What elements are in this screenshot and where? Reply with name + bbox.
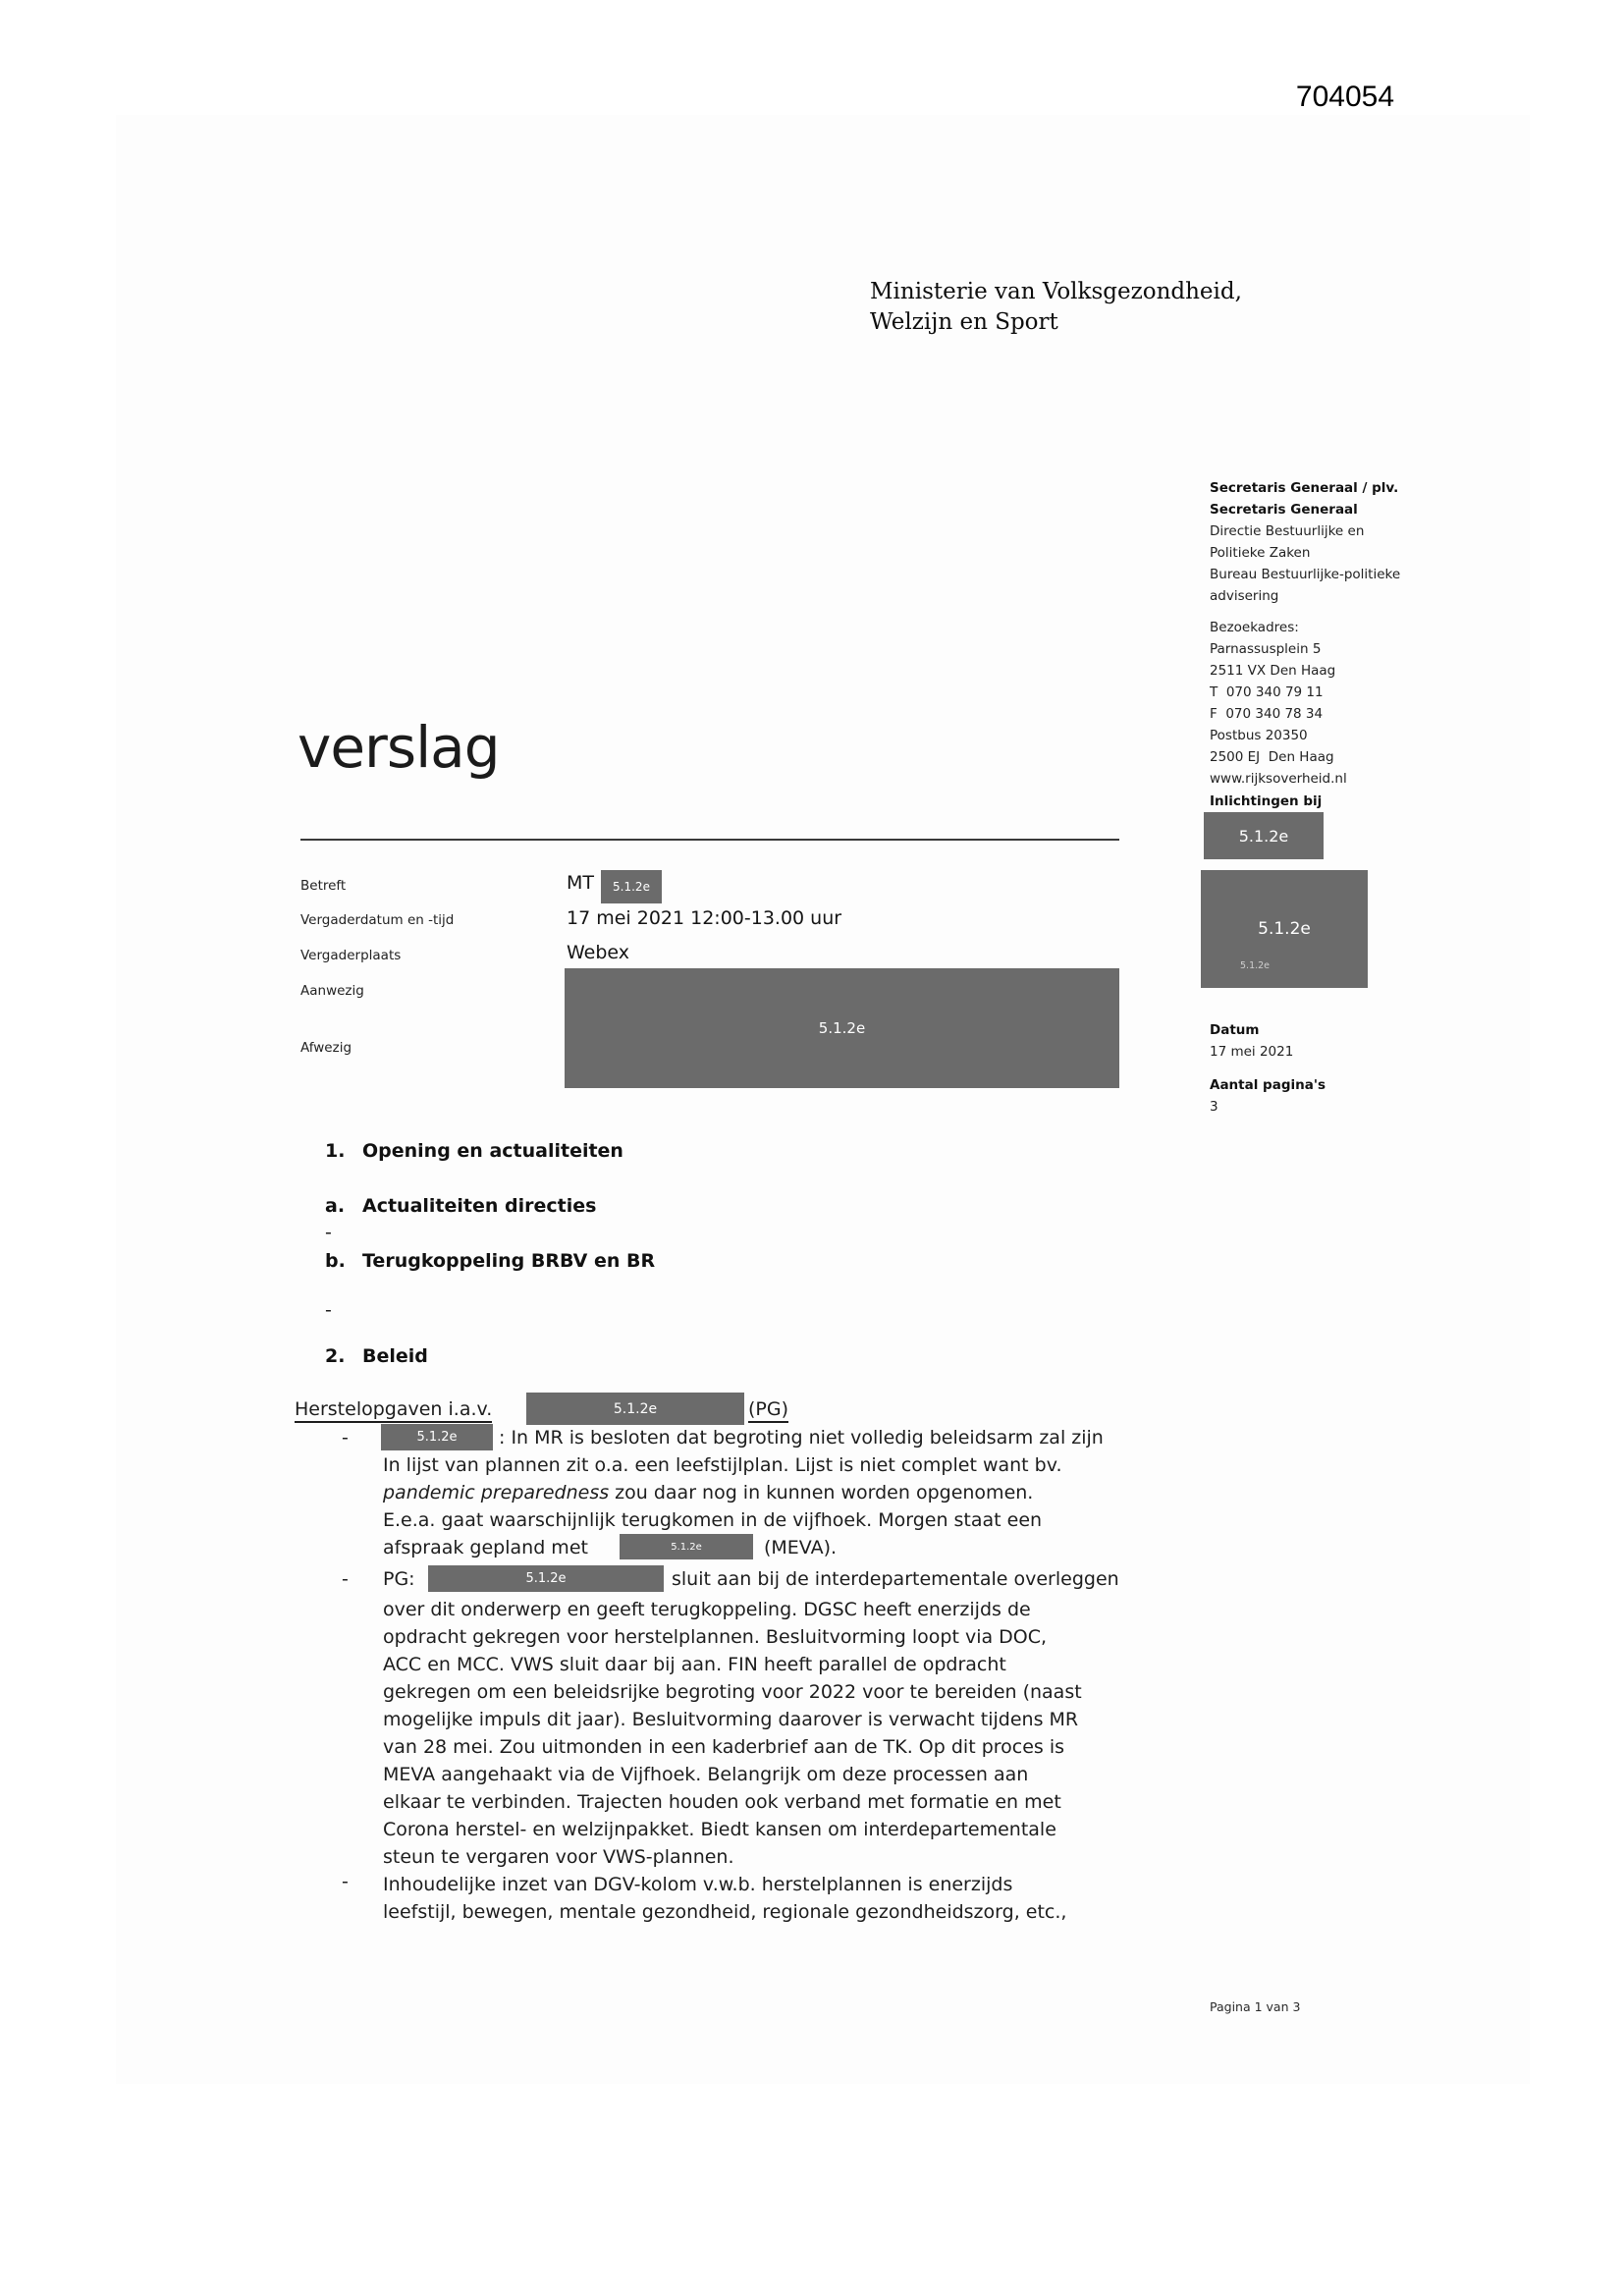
text-line: advisering xyxy=(1210,588,1279,604)
meta-label-datum: Vergaderdatum en -tijd xyxy=(300,912,455,928)
redaction-box-betreft xyxy=(601,870,662,903)
redaction-code: 5.1.2e xyxy=(525,1571,567,1586)
text-line: elkaar te verbinden. Trajecten houden ook verband met formatie en met xyxy=(383,1791,1061,1813)
text-line: 2500 EJ Den Haag xyxy=(1210,749,1334,765)
meta-label-plaats: Vergaderplaats xyxy=(300,948,402,963)
ministry-line-1: Ministerie van Volksgezondheid, xyxy=(870,279,1242,304)
text-line: over dit onderwerp en geeft terugkoppeling. DGSC heeft enerzijds de xyxy=(383,1599,1031,1620)
text-line: www.rijksoverheid.nl xyxy=(1210,771,1347,787)
text-line: Postbus 20350 xyxy=(1210,728,1308,743)
text-line: 2511 VX Den Haag xyxy=(1210,663,1336,679)
section-2-number: 2. xyxy=(325,1345,346,1367)
b3-paragraph xyxy=(383,1871,1139,1926)
ministry-line-2: Welzijn en Sport xyxy=(870,309,1058,335)
section-b-title: Terugkoppeling BRBV en BR xyxy=(362,1250,656,1272)
ministry-wordmark xyxy=(870,277,1242,338)
text-line: Inhoudelijke inzet van DGV-kolom v.w.b. herstelplannen is enerzijds xyxy=(383,1874,1013,1895)
text-line: F 070 340 78 34 xyxy=(1210,706,1324,722)
redaction-code: 5.1.2e xyxy=(1238,826,1289,846)
sidebar-department xyxy=(1210,520,1534,607)
section-1-title: Opening en actualiteiten xyxy=(362,1140,623,1162)
meta-value-betreft: MT xyxy=(567,872,594,894)
redaction-code: 5.1.2e xyxy=(416,1430,458,1445)
text-line: Directie Bestuurlijke en xyxy=(1210,523,1365,539)
text-line: mogelijke impuls dit jaar). Besluitvorming daarover is verwacht tijdens MR xyxy=(383,1709,1079,1730)
redaction-box-speaker-1 xyxy=(381,1424,493,1450)
redaction-code: 5.1.2e xyxy=(613,1400,658,1417)
inlichtingen-label: Inlichtingen bij xyxy=(1210,793,1323,809)
meta-label-aanwezig: Aanwezig xyxy=(300,983,364,999)
text-line: Bureau Bestuurlijke-politieke xyxy=(1210,567,1401,582)
document-title: verslag xyxy=(298,714,500,781)
redaction-code: 5.1.2e xyxy=(613,880,650,894)
bullet-dash: - xyxy=(342,1427,349,1449)
text-line: Bezoekadres: xyxy=(1210,620,1299,635)
topic-suffix: (PG) xyxy=(748,1398,788,1423)
bullet-dash: - xyxy=(342,1568,349,1590)
sidebar-address xyxy=(1210,617,1534,790)
text-line: MEVA aangehaakt via de Vijfhoek. Belangrijk om deze processen aan xyxy=(383,1764,1029,1785)
b1-italic-term: pandemic preparedness xyxy=(383,1482,610,1503)
redaction-box-attendees xyxy=(565,968,1119,1088)
b2-paragraph xyxy=(383,1596,1139,1871)
redaction-code-small: 5.1.2e xyxy=(1240,960,1271,971)
datum-value: 17 mei 2021 xyxy=(1210,1044,1294,1060)
redaction-box-speaker-2 xyxy=(428,1565,664,1592)
datum-label: Datum xyxy=(1210,1022,1260,1038)
section-1-number: 1. xyxy=(325,1140,346,1162)
b1-line2-text: In lijst van plannen zit o.a. een leefstijlplan. Lijst is niet complet want bv. xyxy=(383,1454,1062,1476)
meta-label-afwezig: Afwezig xyxy=(300,1040,352,1056)
document-number: 704054 xyxy=(1295,81,1394,113)
b1-line3-after: zou daar nog in kunnen worden opgenomen. xyxy=(609,1482,1034,1503)
pages-label: Aantal pagina's xyxy=(1210,1077,1326,1093)
section-b-number: b. xyxy=(325,1250,346,1272)
bullet-dash: - xyxy=(342,1871,349,1892)
redaction-box-meva-name xyxy=(620,1534,753,1559)
b1-line5-before: afspraak gepland met xyxy=(383,1537,588,1558)
text-line: ACC en MCC. VWS sluit daar bij aan. FIN heeft parallel de opdracht xyxy=(383,1654,1006,1675)
text-line: leefstijl, bewegen, mentale gezondheid, regionale gezondheidszorg, etc., xyxy=(383,1901,1067,1923)
redaction-code: 5.1.2e xyxy=(818,1019,866,1037)
empty-item-dash: - xyxy=(325,1299,332,1321)
redaction-box-contact-name xyxy=(1204,812,1324,859)
section-2-title: Beleid xyxy=(362,1345,428,1367)
text-line: Secretaris Generaal xyxy=(1210,502,1358,518)
text-line: steun te vergaren voor VWS-plannen. xyxy=(383,1846,734,1868)
text-line: opdracht gekregen voor herstelplannen. Besluitvorming loopt via DOC, xyxy=(383,1626,1048,1648)
meta-label-betreft: Betreft xyxy=(300,878,347,894)
text-line: T 070 340 79 11 xyxy=(1210,684,1324,700)
text-line: gekregen om een beleidsrijke begroting voor 2022 voor te bereiden (naast xyxy=(383,1681,1082,1703)
b1-line3-text xyxy=(383,1482,1033,1503)
redaction-box-contact-details xyxy=(1201,870,1368,988)
b1-line1-text: : In MR is besloten dat begroting niet volledig beleidsarm zal zijn xyxy=(499,1427,1104,1449)
sidebar-department-bold xyxy=(1210,477,1534,520)
redaction-box-topic xyxy=(526,1393,744,1425)
redaction-code: 5.1.2e xyxy=(1258,919,1311,939)
empty-item-dash: - xyxy=(325,1222,332,1243)
b2-line1-before: PG: xyxy=(383,1568,415,1590)
section-a-title: Actualiteiten directies xyxy=(362,1195,597,1217)
pages-value: 3 xyxy=(1210,1099,1218,1115)
page-footer: Pagina 1 van 3 xyxy=(1210,1999,1301,2014)
b1-line5-after: (MEVA). xyxy=(764,1537,838,1558)
text-line: Corona herstel- en welzijnpakket. Biedt kansen om interdepartementale xyxy=(383,1819,1056,1840)
title-rule xyxy=(300,839,1119,841)
b2-line1-after: sluit aan bij de interdepartementale overleggen xyxy=(672,1568,1119,1590)
redaction-code: 5.1.2e xyxy=(671,1541,702,1553)
text-line: Politieke Zaken xyxy=(1210,545,1311,561)
text-line: Secretaris Generaal / plv. xyxy=(1210,480,1399,496)
meta-value-location: Webex xyxy=(567,942,630,963)
text-line: Parnassusplein 5 xyxy=(1210,641,1322,657)
b1-line4-text: E.e.a. gaat waarschijnlijk terugkomen in de vijfhoek. Morgen staat een xyxy=(383,1509,1043,1531)
text-line: van 28 mei. Zou uitmonden in een kaderbrief aan de TK. Op dit proces is xyxy=(383,1736,1065,1758)
meta-value-datetime: 17 mei 2021 12:00-13.00 uur xyxy=(567,907,842,929)
section-a-number: a. xyxy=(325,1195,346,1217)
topic-prefix: Herstelopgaven i.a.v. xyxy=(295,1398,492,1423)
